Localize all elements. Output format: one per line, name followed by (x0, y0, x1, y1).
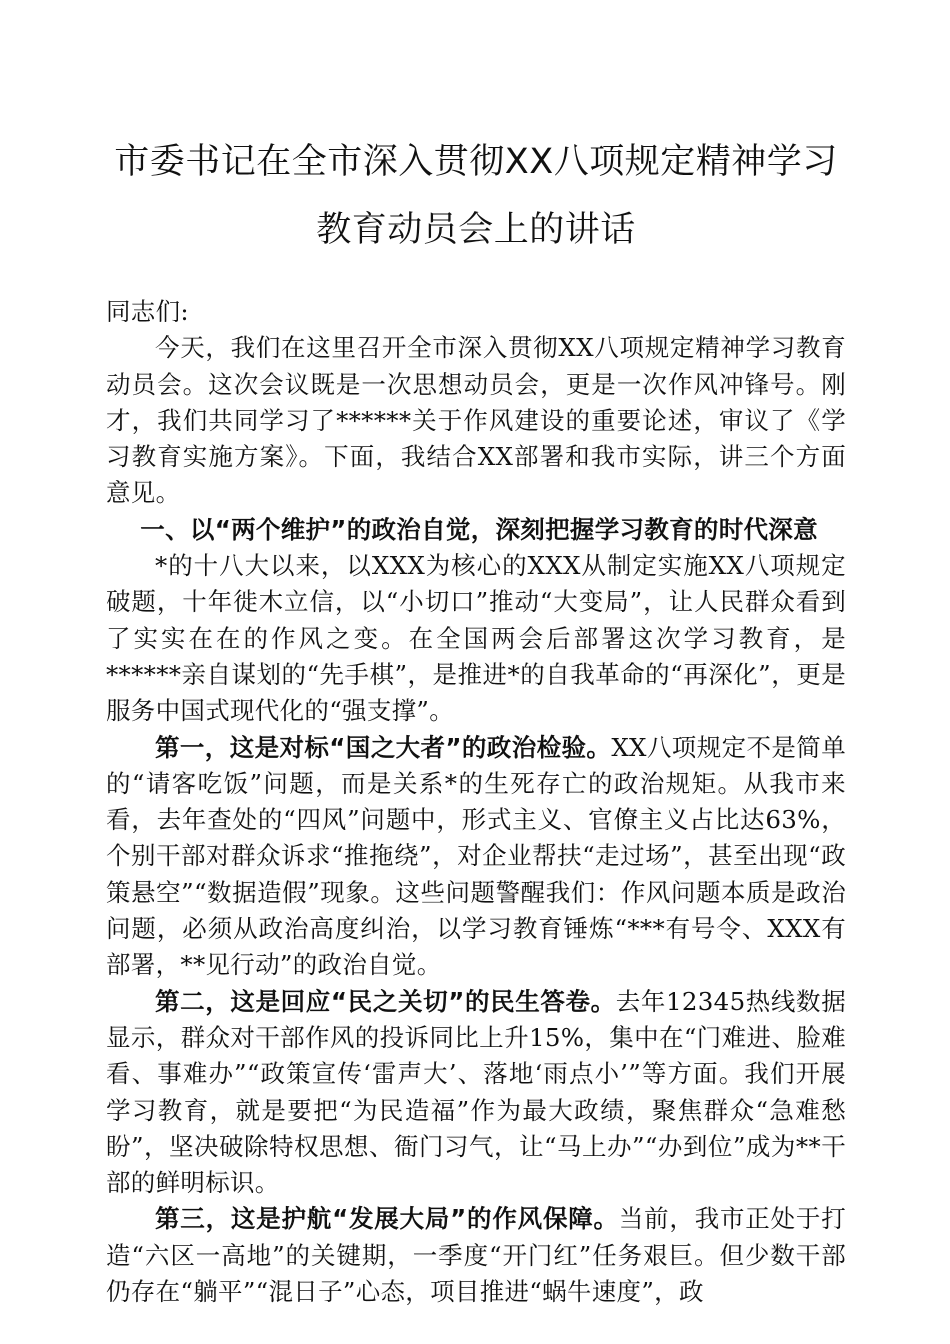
point-1-text: XX八项规定不是简单的“请客吃饭”问题，而是关系*的生死存亡的政治规矩。从我市来看，去年查处的“四风”问题中，形式主义、官僚主义占比达63%，个别干部对群众诉求“推拖绕”，对企业帮扶“走过场”，甚至出现“政策悬空”“数据造假”现象。这些问题警醒我们：作风问题本质是政治问题，必须从政治高度纠治，以学习教育锤炼“***有号令、XXX有部署，**见行动”的政治自觉。 (106, 732, 846, 980)
intro-paragraph: 今天，我们在这里召开全市深入贯彻XX八项规定精神学习教育动员会。这次会议既是一次思想动员会，更是一次作风冲锋号。刚才，我们共同学习了******关于作风建设的重要论述，审议了《学习教育实施方案》。下面，我结合XX部署和我市实际，讲三个方面意见。 (106, 333, 846, 508)
point-1-paragraph (106, 730, 846, 984)
section-1-heading: 一、以“两个维护”的政治自觉，深刻把握学习教育的时代深意 (140, 514, 818, 544)
point-2-lead: 第二，这是回应“民之关切”的民生答卷。 (155, 986, 616, 1016)
point-1-lead: 第一，这是对标“国之大者”的政治检验。 (155, 732, 612, 762)
title-line-1: 市委书记在全市深入贯彻XX八项规定精神学习 (114, 142, 838, 182)
point-2-text: 去年12345热线数据显示，群众对干部作风的投诉同比上升15%，集中在“门难进、脸难看、事难办”“政策宣传‘雷声大’、落地‘雨点小’”等方面。我们开展学习教育，就是要把“为民造福”作为最大政绩，聚焦群众“急难愁盼”，坚决破除特权思想、衙门习气，让“马上办”“办到位”成为**干部的鲜明标识。 (106, 986, 846, 1198)
title-line-2: 教育动员会上的讲话 (316, 210, 636, 250)
document-body (106, 294, 846, 1310)
section-1-paragraph: *的十八大以来，以XXX为核心的XXX从制定实施XX八项规定破题，十年徙木立信，以“小切口”推动“大变局”，让人民群众看到了实实在在的作风之变。在全国两会后部署这次学习教育，是******亲自谋划的“先手棋”，是推进*的自我革命的“再深化”，更是服务中国式现代化的“强支撑”。 (106, 551, 846, 726)
point-3-paragraph (106, 1201, 846, 1310)
document-title (106, 128, 846, 264)
point-3-lead: 第三，这是护航“发展大局”的作风保障。 (155, 1204, 619, 1234)
point-2-paragraph (106, 984, 846, 1202)
point-3-text: 当前，我市正处于打造“六区一高地”的关键期，一季度“开门红”任务艰巨。但少数干部仍存在“躺平”“混日子”心态，项目推进“蜗牛速度”，政 (106, 1204, 846, 1307)
salutation: 同志们: (106, 297, 189, 326)
